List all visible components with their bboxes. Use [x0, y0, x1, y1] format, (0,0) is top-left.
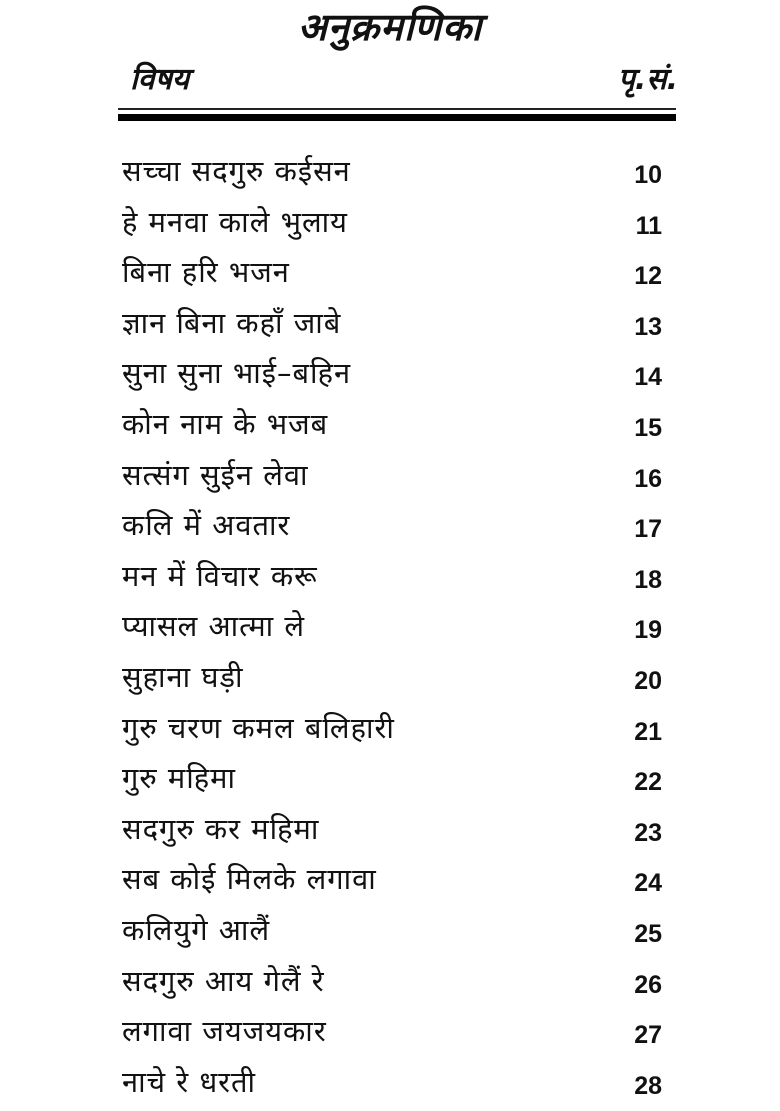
toc-entry-page: 19 — [634, 616, 662, 645]
toc-entry-title: गुरु चरण कमल बलिहारी — [122, 710, 395, 745]
toc-entry — [0, 703, 780, 754]
toc-entry-page: 11 — [635, 211, 662, 240]
toc-entry — [0, 753, 780, 804]
toc-entry-page: 17 — [634, 515, 662, 544]
toc-entry-title: प्यासल आत्मा ले — [122, 609, 306, 644]
column-header-page-number: पृ.सं. — [617, 62, 678, 97]
column-header-subject: विषय — [130, 62, 190, 97]
toc-entry-page: 18 — [634, 565, 662, 594]
toc-entry-title: हे मनवा काले भुलाय — [122, 204, 348, 239]
toc-entry-page: 24 — [634, 869, 662, 898]
toc-entry-title: कलि में अवतार — [122, 508, 291, 543]
toc-entry-title: कोन नाम के भजब — [122, 406, 329, 441]
toc-entry-page: 22 — [634, 768, 662, 797]
toc-entry-title: ज्ञान बिना कहाँ जाबे — [122, 305, 342, 340]
toc-entry — [0, 348, 780, 399]
toc-entry — [0, 298, 780, 349]
toc-entry-page: 13 — [634, 312, 662, 341]
toc-entry-page: 20 — [634, 666, 662, 695]
toc-entry — [0, 804, 780, 855]
toc-entry — [0, 652, 780, 703]
header-rule-thin — [118, 108, 676, 110]
toc-entry-title: सब कोई मिलके लगावा — [122, 862, 377, 897]
toc-entry — [0, 601, 780, 652]
table-of-contents — [0, 146, 780, 1107]
toc-entry-title: कलियुगे आलैं — [122, 912, 271, 947]
toc-entry-page: 12 — [634, 262, 662, 291]
toc-entry — [0, 854, 780, 905]
toc-entry-title: मन में विचार करू — [122, 558, 318, 593]
toc-entry — [0, 247, 780, 298]
page-title: अनुक्रमणिका — [297, 5, 483, 49]
toc-entry-page: 16 — [634, 464, 662, 493]
toc-entry — [0, 399, 780, 450]
toc-entry — [0, 956, 780, 1007]
toc-entry-title: नाचे रे धरती — [122, 1064, 257, 1099]
toc-entry-page: 23 — [634, 818, 662, 847]
toc-entry-title: सत्संग सुईन लेवा — [122, 457, 309, 492]
toc-entry — [0, 146, 780, 197]
toc-entry-page: 21 — [634, 717, 662, 746]
toc-entry-title: बिना हरि भजन — [122, 255, 290, 290]
toc-entry-page: 26 — [634, 970, 662, 999]
toc-entry-title: सुहाना घड़ी — [122, 659, 244, 694]
toc-entry — [0, 1057, 780, 1108]
header-rule-thick — [118, 114, 676, 121]
toc-entry-title: सदगुरु कर महिमा — [122, 811, 320, 846]
toc-entry — [0, 500, 780, 551]
toc-entry-page: 28 — [634, 1071, 662, 1100]
toc-entry-title: सुना सुना भाई–बहिन — [122, 356, 352, 391]
toc-entry-page: 15 — [634, 413, 662, 442]
toc-entry-title: लगावा जयजयकार — [122, 1014, 327, 1049]
toc-entry — [0, 450, 780, 501]
toc-entry — [0, 1006, 780, 1057]
toc-entry-page: 25 — [634, 919, 662, 948]
toc-entry — [0, 905, 780, 956]
toc-entry — [0, 197, 780, 248]
toc-entry-title: गुरु महिमा — [122, 761, 236, 796]
toc-entry — [0, 551, 780, 602]
toc-entry-page: 10 — [634, 161, 662, 189]
toc-entry-title: सदगुरु आय गेलैं रे — [122, 963, 325, 998]
toc-entry-page: 14 — [634, 363, 662, 392]
toc-entry-title: सच्चा सदगुरु कईसन — [122, 154, 351, 188]
toc-entry-page: 27 — [634, 1021, 662, 1050]
